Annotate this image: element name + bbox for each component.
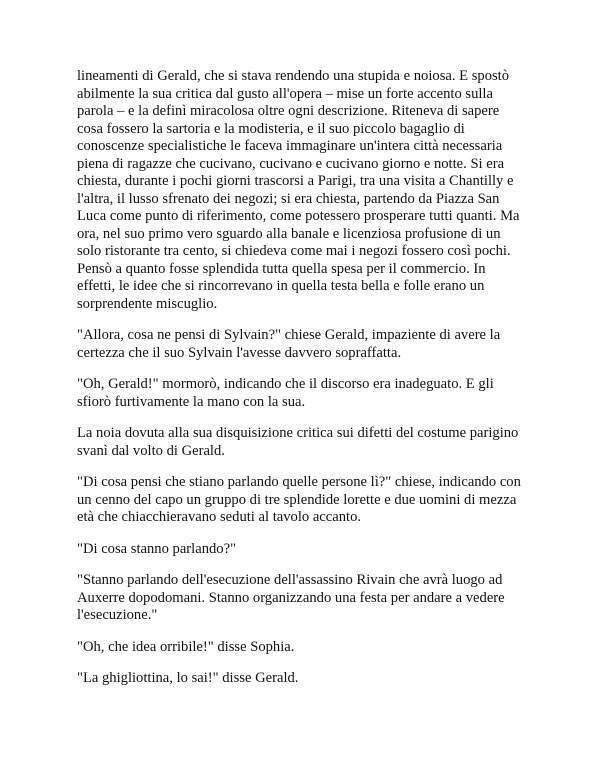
paragraph-4 <box>77 425 535 460</box>
paragraph-7 <box>77 572 535 625</box>
text-line: un cenno del capo un gruppo di tre splendide lorette e due uomini di mezza <box>77 491 517 508</box>
text-line: età che chiacchieravano seduti al tavolo accanto. <box>77 509 362 525</box>
text-line: chiesta, durante i pochi giorni trascorsi a Parigi, tra una visita a Chantilly e <box>77 173 514 189</box>
paragraph-8 <box>77 639 535 657</box>
text-line: cosa fossero la sartoria e la modisteria, e il suo piccolo bagaglio di <box>77 120 465 137</box>
text-line: "Stanno parlando dell'esecuzione dell'assassino Rivain che avrà luogo ad <box>77 572 503 588</box>
text-line: conoscenze specialistiche le faceva immaginare un'intera città necessaria <box>77 138 503 154</box>
text-line: svanì dal volto di Gerald. <box>77 442 225 459</box>
paragraph-1 <box>77 68 535 313</box>
text-line: l'esecuzione." <box>77 607 158 623</box>
text-line: "Di cosa stanno parlando?" <box>77 540 237 557</box>
text-line: solo ristorante tra cento, si chiedeva come mai i negozi fossero così pochi. <box>77 243 511 259</box>
text-line: La noia dovuta alla sua disquisizione critica sui difetti del costume parigino <box>77 425 519 441</box>
text-line: "La ghigliottina, lo sai!" disse Gerald. <box>77 670 299 686</box>
text-line: piena di ragazze che cucivano, cucivano e cucivano giorno e notte. Si era <box>77 155 505 172</box>
text-line: ora, nel suo primo vero sguardo alla banale e licenziosa profusione di un <box>77 225 501 242</box>
text-line: abilmente la sua critica dal gusto all'opera – mise un forte accento sulla <box>77 85 493 102</box>
text-line: "Oh, che idea orribile!" disse Sophia. <box>77 638 295 655</box>
paragraph-5 <box>77 474 535 527</box>
text-line: sfiorò furtivamente la mano con la sua. <box>77 393 306 410</box>
text-line: "Allora, cosa ne pensi di Sylvain?" chiese Gerald, impaziente di avere la <box>77 327 501 343</box>
text-line: Pensò a quanto fosse splendida tutta quella spesa per il commercio. In <box>77 260 486 277</box>
text-line: "Oh, Gerald!" mormorò, indicando che il discorso era inadeguato. E gli <box>77 376 494 392</box>
paragraph-6 <box>77 541 535 559</box>
text-line: Luca come punto di riferimento, come potessero prosperare tutti quanti. Ma <box>77 208 520 224</box>
text-line: "Di cosa pensi che stiano parlando quelle persone lì?" chiese, indicando con <box>77 474 521 490</box>
paragraph-2 <box>77 327 535 362</box>
text-line: sorprendente miscuglio. <box>77 295 218 312</box>
document-page <box>77 68 535 702</box>
text-line: l'altra, il lusso sfrenato dei negozi; si era chiesta, partendo da Piazza San <box>77 190 500 207</box>
text-line: lineamenti di Gerald, che si stava rendendo una stupida e noiosa. E spostò <box>77 68 510 84</box>
paragraph-9 <box>77 670 535 688</box>
text-line: certezza che il suo Sylvain l'avesse davvero sopraffatta. <box>77 344 402 361</box>
text-line: effetti, le idee che si rincorrevano in quella testa bella e folle erano un <box>77 278 485 294</box>
text-line: parola – e la definì miracolosa oltre ogni descrizione. Riteneva di sapere <box>77 103 500 119</box>
text-line: Auxerre dopodomani. Stanno organizzando una festa per andare a vedere <box>77 589 505 606</box>
paragraph-3 <box>77 376 535 411</box>
